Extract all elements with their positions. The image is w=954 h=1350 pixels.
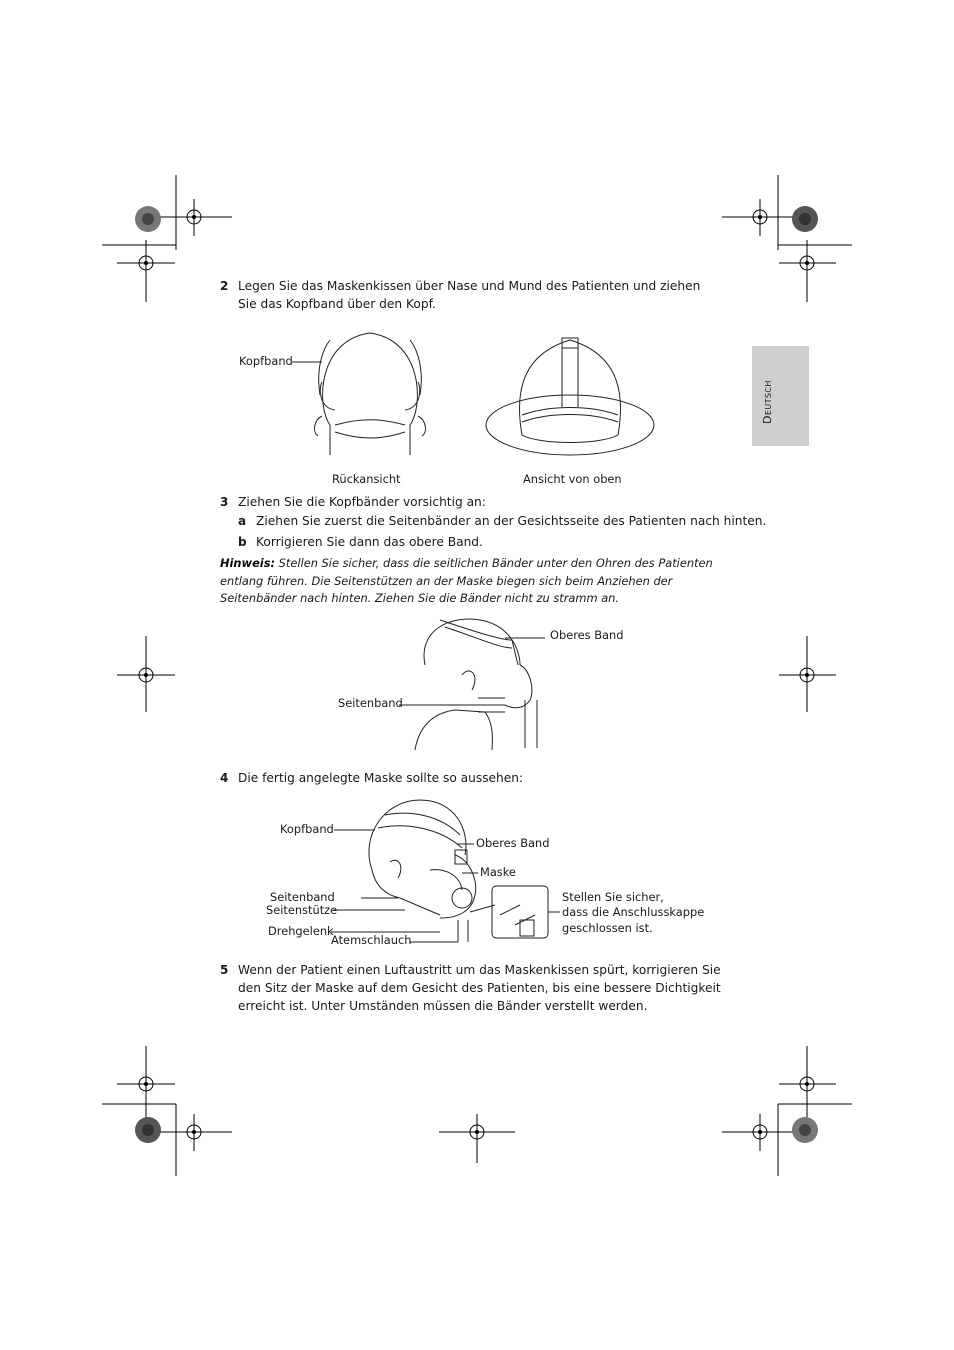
hinweis-heading: Hinweis: xyxy=(220,556,276,570)
step-2-text: Legen Sie das Maskenkissen über Nase und Mund des Patienten und ziehen Sie das Kopfband über den Kopf. xyxy=(238,279,701,311)
step-3b-letter: b xyxy=(238,535,247,549)
step-4-number: 4 xyxy=(220,771,229,785)
step-4-text: Die fertig angelegte Maske sollte so aussehen: xyxy=(238,771,524,785)
label-oberes-band-fig4: Oberes Band xyxy=(476,836,550,850)
label-ansicht-von-oben: Ansicht von oben xyxy=(523,472,622,486)
callout-line-3: geschlossen ist. xyxy=(562,921,653,935)
label-seitenband-fig3: Seitenband xyxy=(338,696,403,710)
language-label: Deutsch xyxy=(761,380,774,424)
hinweis-text: Stellen Sie sicher, dass die seitlichen Bänder unter den Ohren des Patienten entlang führen. Die Seitenstützen an der Maske biegen sich beim Anziehen der Seitenbänder nach hinten. Ziehen Sie die Bänder nicht zu stramm an. xyxy=(220,556,713,605)
step-3-number: 3 xyxy=(220,495,229,509)
step-3a-letter: a xyxy=(238,514,247,528)
label-seitenstuetze: Seitenstütze xyxy=(266,903,338,917)
step-5-number: 5 xyxy=(220,963,229,977)
label-rueckansicht: Rückansicht xyxy=(332,472,401,486)
step-2-number: 2 xyxy=(220,279,229,293)
step-3-text: Ziehen Sie die Kopfbänder vorsichtig an: xyxy=(238,495,486,509)
label-kopfband-back: Kopfband xyxy=(239,354,293,368)
label-maske: Maske xyxy=(480,865,516,879)
label-seitenband-fig4: Seitenband xyxy=(270,890,335,904)
label-kopfband-fig4: Kopfband xyxy=(280,822,334,836)
callout-line-2: dass die Anschlusskappe xyxy=(562,905,705,919)
label-atemschlauch: Atemschlauch xyxy=(331,933,412,947)
label-drehgelenk: Drehgelenk xyxy=(268,924,334,938)
step-3b-text: Korrigieren Sie dann das obere Band. xyxy=(256,535,483,549)
label-oberes-band-fig3: Oberes Band xyxy=(550,628,624,642)
callout-line-1: Stellen Sie sicher, xyxy=(562,890,664,904)
step-3a-text: Ziehen Sie zuerst die Seitenbänder an der Gesichtsseite des Patienten nach hinten. xyxy=(256,514,767,528)
step-5-text: Wenn der Patient einen Luftaustritt um das Maskenkissen spürt, korrigieren Sie den Sitz der Maske auf dem Gesicht des Patienten, bis eine bessere Dichtigkeit erreicht ist. Unter Umständen müssen die Bänder verstellt werden. xyxy=(238,963,721,1013)
